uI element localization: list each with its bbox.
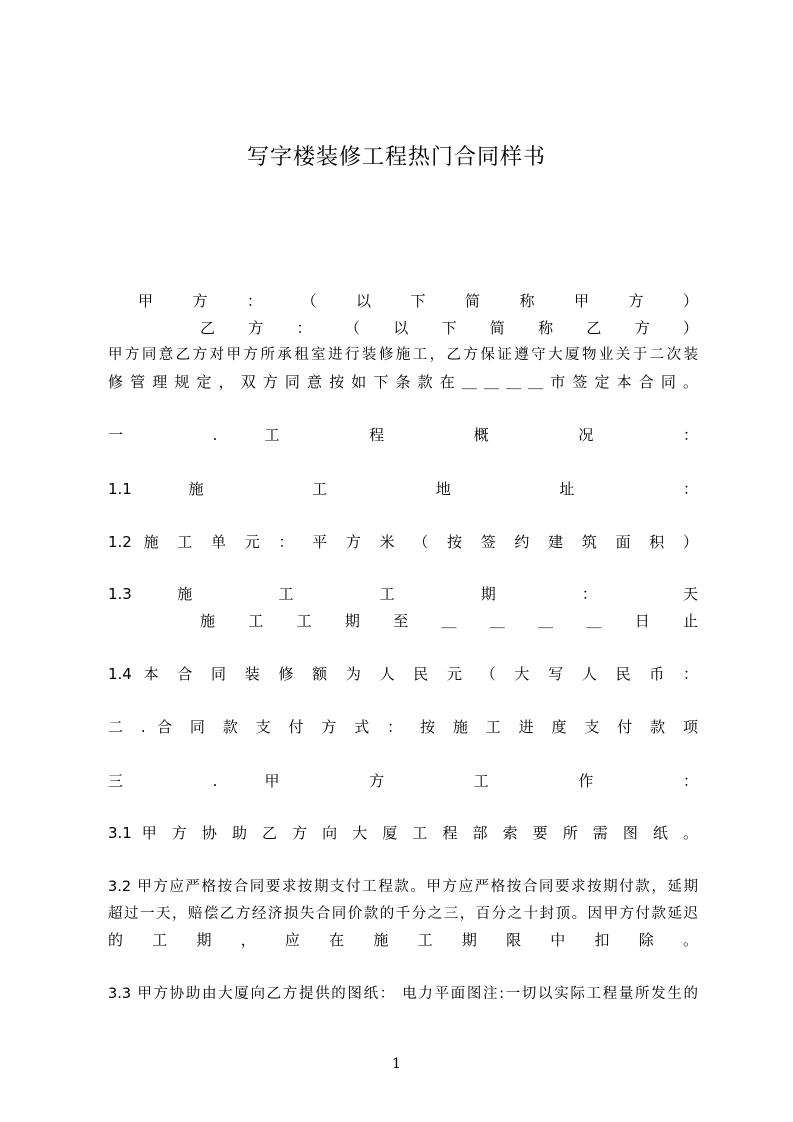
document-title: 写字楼装修工程热门合同样书 bbox=[246, 145, 546, 170]
party-b-line: 乙 方 ： （ 以 下 简 称 乙 方 ） bbox=[200, 319, 698, 337]
party-a-line: 甲 方 ： （ 以 下 简 称 甲 方 ） bbox=[138, 292, 698, 310]
clause-3-2-line-1: 3.2 甲方应严格按合同要求按期支付工程款。甲方应严格按合同要求按期付款，延期 bbox=[108, 879, 698, 895]
clause-1-1: 1.1 施 工 地 址 ： bbox=[108, 480, 698, 498]
intro-line-1: 甲方同意乙方对甲方所承租室进行装修施工，乙方保证遵守大厦物业关于二次装 bbox=[108, 347, 698, 363]
clause-1-3-line-1: 1.3 施 工 工 期 ： 天 bbox=[108, 585, 698, 603]
section-1-heading: 一 . 工 程 概 况 ： bbox=[108, 426, 698, 444]
section-3-heading: 三 . 甲 方 工 作 ： bbox=[108, 772, 698, 790]
page-number: 1 bbox=[392, 1056, 401, 1072]
clause-1-3-line-2: 施 工 工 期 至 ＿ ＿ ＿ ＿ 日 止 bbox=[200, 612, 698, 630]
intro-line-2: 修 管 理 规 定 ， 双 方 同 意 按 如 下 条 款 在 ＿ ＿ ＿ ＿ 市 签 定 本 合 同 。 bbox=[108, 373, 698, 391]
clause-3-3: 3.3 甲方协助由大厦向乙方提供的图纸： 电力平面图注:一切以实际工程量所发生的 bbox=[108, 986, 698, 1002]
clause-3-1: 3.1 甲 方 协 助 乙 方 向 大 厦 工 程 部 索 要 所 需 图 纸 。 bbox=[108, 824, 698, 842]
clause-1-4: 1.4 本 合 同 装 修 额 为 人 民 元 （ 大 写 人 民 币 ： bbox=[108, 665, 698, 683]
clause-3-2-line-2: 超过一天，赔偿乙方经济损失合同价款的千分之三，百分之十封顶。因甲方付款延迟 bbox=[108, 906, 698, 922]
clause-3-2-line-3: 的 工 期 ， 应 在 施 工 期 限 中 扣 除 。 bbox=[108, 931, 698, 949]
clause-1-2: 1.2 施 工 单 元 ： 平 方 米 （ 按 签 约 建 筑 面 积 ） bbox=[108, 533, 698, 551]
section-2-heading: 二 . 合 同 款 支 付 方 式 ： 按 施 工 进 度 支 付 款 项 bbox=[108, 718, 698, 736]
